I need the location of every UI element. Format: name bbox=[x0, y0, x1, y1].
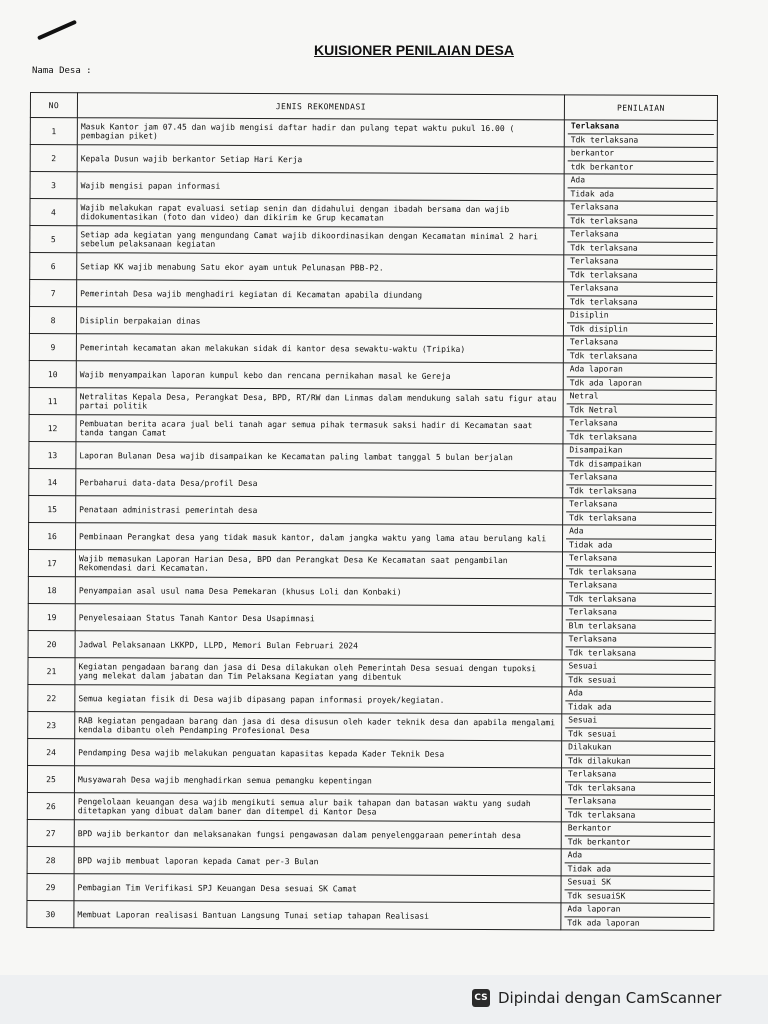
penilaian-option: Tdk berkantor bbox=[565, 835, 711, 849]
page-title bbox=[0, 42, 768, 58]
row-rekomendasi: Penyelesaiaan Status Tanah Kantor Desa Usapimnasi bbox=[75, 604, 562, 633]
row-number: 14 bbox=[29, 468, 76, 495]
table-header-row bbox=[30, 93, 717, 121]
penilaian-option: tdk berkantor bbox=[568, 160, 714, 174]
penilaian-option: Terlaksana bbox=[568, 553, 618, 563]
penilaian-option: Terlaksana bbox=[570, 202, 619, 212]
penilaian-option: Ada bbox=[569, 526, 584, 536]
row-rekomendasi: Setiap KK wajib menabung Satu ekor ayam untuk Pelunasan PBB-P2. bbox=[77, 253, 564, 282]
row-penilaian bbox=[564, 120, 717, 148]
row-rekomendasi: Disiplin berpakaian dinas bbox=[76, 307, 563, 336]
row-number: 16 bbox=[29, 522, 76, 549]
row-rekomendasi: Kepala Dusun wajib berkantor Setiap Hari Kerja bbox=[77, 145, 564, 174]
table-row bbox=[30, 280, 717, 310]
penilaian-option: Ada bbox=[568, 688, 583, 698]
table-row bbox=[30, 199, 717, 229]
row-rekomendasi: Pembagian Tim Verifikasi SPJ Keuangan Desa sesuai SK Camat bbox=[74, 874, 561, 903]
row-number: 10 bbox=[29, 360, 76, 387]
penilaian-option: Berkantor bbox=[567, 823, 612, 833]
row-rekomendasi: Penyampaian asal usul nama Desa Pemekaran (khusus Loli dan Konbaki) bbox=[75, 577, 562, 606]
table-row bbox=[29, 307, 716, 337]
table-row bbox=[29, 360, 716, 390]
penilaian-option: berkantor bbox=[570, 148, 615, 158]
table-row bbox=[28, 738, 715, 768]
camscanner-text: Dipindai dengan CamScanner bbox=[498, 989, 722, 1007]
table-row bbox=[30, 145, 717, 175]
row-penilaian bbox=[563, 417, 716, 445]
row-number: 8 bbox=[29, 307, 76, 334]
row-rekomendasi: Wajib menyampaikan laporan kumpul kebo dan rencana pernikahan masal ke Gereja bbox=[76, 361, 563, 390]
row-penilaian bbox=[561, 849, 714, 877]
row-penilaian bbox=[561, 876, 714, 904]
table-row bbox=[27, 900, 714, 930]
row-number: 26 bbox=[27, 792, 74, 819]
row-penilaian bbox=[561, 822, 714, 850]
penilaian-option: Ada bbox=[567, 850, 583, 860]
table-row bbox=[28, 576, 715, 606]
row-rekomendasi: Pendamping Desa wajib melakukan penguatan kapasitas kepada Kader Teknik Desa bbox=[75, 739, 562, 768]
table-row bbox=[27, 846, 714, 876]
row-rekomendasi: BPD wajib berkantor dan melaksanakan fungsi pengawasan dalam penyelenggaraan pemerintah desa bbox=[74, 820, 561, 849]
row-penilaian bbox=[562, 633, 715, 661]
table-row bbox=[27, 765, 714, 795]
penilaian-option: Ada bbox=[570, 175, 586, 185]
row-number: 2 bbox=[30, 145, 77, 172]
penilaian-option: Tdk terlaksana bbox=[566, 565, 712, 579]
penilaian-option: Terlaksana bbox=[568, 769, 617, 779]
penilaian-option: Terlaksana bbox=[569, 472, 618, 482]
row-number: 27 bbox=[27, 819, 74, 846]
row-penilaian bbox=[564, 255, 717, 283]
row-penilaian bbox=[562, 606, 715, 634]
penilaian-option: Dilakukan bbox=[568, 742, 612, 752]
row-number: 25 bbox=[27, 765, 74, 792]
row-rekomendasi: Perbaharui data-data Desa/profil Desa bbox=[76, 469, 563, 498]
penilaian-option: Disampaikan bbox=[569, 445, 623, 455]
penilaian-option: Tdk disiplin bbox=[567, 322, 713, 336]
row-number: 19 bbox=[28, 603, 75, 630]
row-rekomendasi: Pembuatan berita acara jual beli tanah agar semua pihak termasuk saksi hadir di Kecamatan saat tanda tangan Camat bbox=[76, 415, 563, 444]
penilaian-option: Terlaksana bbox=[570, 256, 619, 266]
nama-desa-label bbox=[32, 66, 92, 76]
penilaian-option: Tdk terlaksana bbox=[568, 133, 714, 147]
penilaian-option: Tdk terlaksana bbox=[567, 241, 713, 255]
table-row bbox=[28, 684, 715, 714]
table-row bbox=[27, 792, 714, 822]
table-row bbox=[29, 495, 716, 525]
penilaian-option: Tdk terlaksana bbox=[565, 781, 711, 795]
header-jenis-rekomendasi: JENIS REKOMENDASI bbox=[77, 93, 564, 120]
table-row bbox=[29, 441, 716, 471]
camscanner-watermark bbox=[472, 982, 762, 1014]
row-number: 9 bbox=[29, 333, 76, 360]
penilaian-option: Terlaksana bbox=[568, 580, 618, 590]
penilaian-option: Tdk sesuai bbox=[565, 727, 711, 741]
row-number: 20 bbox=[28, 630, 75, 657]
table-row bbox=[29, 414, 716, 444]
row-rekomendasi: Musyawarah Desa wajib menghadirkan semua pemangku kepentingan bbox=[74, 766, 561, 795]
table-row bbox=[28, 630, 715, 660]
pen-mark bbox=[37, 20, 77, 41]
row-number: 13 bbox=[29, 441, 76, 468]
row-rekomendasi: BPD wajib membuat laporan kepada Camat per-3 Bulan bbox=[74, 847, 561, 876]
penilaian-option: Tdk Netral bbox=[567, 403, 713, 417]
row-penilaian bbox=[562, 579, 715, 607]
row-rekomendasi: Membuat Laporan realisasi Bantuan Langsung Tunai setiap tahapan Realisasi bbox=[74, 901, 561, 930]
row-penilaian bbox=[564, 282, 717, 310]
nama-desa-text: Nama Desa : bbox=[32, 66, 92, 76]
table-row bbox=[28, 657, 715, 687]
penilaian-option: Tdk terlaksana bbox=[566, 484, 712, 498]
row-penilaian bbox=[563, 444, 716, 472]
table-row bbox=[30, 172, 717, 202]
row-number: 24 bbox=[28, 738, 75, 765]
row-number: 28 bbox=[27, 846, 74, 873]
row-number: 22 bbox=[28, 684, 75, 711]
penilaian-option: Terlaksana bbox=[568, 607, 617, 617]
row-number: 7 bbox=[30, 280, 77, 307]
table-body bbox=[27, 118, 718, 931]
penilaian-option: Tdk sesuai bbox=[565, 673, 711, 687]
row-penilaian bbox=[563, 390, 716, 418]
penilaian-option: Blm terlaksana bbox=[566, 619, 712, 633]
penilaian-option: Tdk terlaksana bbox=[567, 214, 713, 228]
row-penilaian bbox=[561, 795, 714, 823]
penilaian-option: Tdk terlaksana bbox=[566, 430, 712, 444]
row-rekomendasi: RAB kegiatan pengadaan barang dan jasa di desa disusun oleh kader teknik desa dan apabila mengalami kendala dibantu oleh Pendamping Profesional Desa bbox=[75, 712, 562, 741]
table-row bbox=[29, 333, 716, 363]
penilaian-option: Tdk terlaksana bbox=[567, 268, 713, 282]
penilaian-option: Terlaksana bbox=[569, 499, 618, 509]
questionnaire-table bbox=[26, 92, 718, 931]
row-penilaian bbox=[562, 714, 715, 742]
row-rekomendasi: Wajib melakukan rapat evaluasi setiap senin dan didahului dengan ibadah bersama dan wajib didokumentasikan (foto dan video) dan dikirim ke Grup kecamatan bbox=[77, 199, 564, 228]
row-number: 30 bbox=[27, 900, 74, 927]
row-rekomendasi: Netralitas Kepala Desa, Perangkat Desa, BPD, RT/RW dan Linmas dalam mendukung salah satu figur atau partai politik bbox=[76, 388, 563, 417]
penilaian-option: Terlaksana bbox=[570, 229, 619, 239]
row-number: 4 bbox=[30, 199, 77, 226]
penilaian-option: Terlaksana bbox=[570, 121, 620, 131]
table-row bbox=[28, 603, 715, 633]
row-rekomendasi: Pembinaan Perangkat desa yang tidak masuk kantor, dalam jangka waktu yang lama atau berulang kali bbox=[76, 523, 563, 552]
penilaian-option: Sesuai SK bbox=[567, 877, 611, 887]
penilaian-option: Sesuai bbox=[568, 715, 598, 725]
penilaian-option: Netral bbox=[569, 391, 599, 401]
row-rekomendasi: Wajib mengisi papan informasi bbox=[77, 172, 564, 201]
penilaian-option: Terlaksana bbox=[569, 337, 619, 347]
row-penilaian bbox=[561, 903, 714, 931]
page-title-text: KUISIONER PENILAIAN DESA bbox=[314, 42, 514, 58]
penilaian-option: Tdk sesuaiSK bbox=[564, 889, 710, 903]
table-row bbox=[30, 253, 717, 283]
row-rekomendasi: Masuk Kantor jam 07.45 dan wajib mengisi daftar hadir dan pulang tepat waktu pukul 16.00 ( pembagian piket) bbox=[77, 118, 564, 147]
row-number: 23 bbox=[28, 711, 75, 738]
penilaian-option: Terlaksana bbox=[569, 418, 618, 428]
row-rekomendasi: Laporan Bulanan Desa wajib disampaikan ke Kecamatan paling lambat tanggal 5 bulan berjalan bbox=[76, 442, 563, 471]
row-number: 12 bbox=[29, 414, 76, 441]
penilaian-option: Tdk terlaksana bbox=[567, 295, 713, 309]
penilaian-option: Ada laporan bbox=[569, 364, 623, 374]
row-rekomendasi: Wajib memasukan Laporan Harian Desa, BPD dan Perangkat Desa Ke Kecamatan saat pengambilan Rekomendasi dari Kecamatan. bbox=[75, 550, 562, 579]
row-penilaian bbox=[562, 741, 715, 769]
row-penilaian bbox=[562, 660, 715, 688]
row-number: 15 bbox=[29, 495, 76, 522]
row-rekomendasi: Semua kegiatan fisik di Desa wajib dipasang papan informasi proyek/kegiatan. bbox=[75, 685, 562, 714]
camscanner-icon: CS bbox=[472, 989, 490, 1007]
penilaian-option: Tdk terlaksana bbox=[565, 808, 711, 822]
penilaian-option: Terlaksana bbox=[570, 283, 619, 293]
penilaian-option: Tdk terlaksana bbox=[566, 592, 712, 606]
table-row bbox=[30, 118, 717, 148]
penilaian-option: Tdk ada laporan bbox=[567, 376, 713, 390]
row-rekomendasi: Penataan administrasi pemerintah desa bbox=[76, 496, 563, 525]
row-number: 18 bbox=[28, 576, 75, 603]
row-number: 3 bbox=[30, 172, 77, 199]
penilaian-option: Tidak ada bbox=[566, 538, 712, 552]
row-penilaian bbox=[563, 498, 716, 526]
row-penilaian bbox=[563, 471, 716, 499]
row-penilaian bbox=[561, 768, 714, 796]
row-rekomendasi: Jadwal Pelaksanaan LKKPD, LLPD, Memori Bulan Februari 2024 bbox=[75, 631, 562, 660]
penilaian-option: Tdk dilakukan bbox=[565, 754, 711, 768]
penilaian-option: Disiplin bbox=[570, 310, 609, 320]
row-penilaian bbox=[564, 174, 717, 202]
table-row bbox=[29, 468, 716, 498]
table-row bbox=[27, 819, 714, 849]
row-rekomendasi: Pemerintah kecamatan akan melakukan sidak di kantor desa sewaktu-waktu (Tripika) bbox=[76, 334, 563, 363]
row-rekomendasi: Pengelolaan keuangan desa wajib mengikuti semua alur baik tahapan dan batasan waktu yang sudah ditetapkan yang dibuat dalam baner dan ditempel di Kantor Desa bbox=[74, 793, 561, 822]
row-number: 29 bbox=[27, 873, 74, 900]
penilaian-option: Terlaksana bbox=[568, 634, 617, 644]
row-penilaian bbox=[563, 309, 716, 337]
table-row bbox=[30, 226, 717, 256]
penilaian-option: Tidak ada bbox=[565, 700, 711, 714]
penilaian-option: Terlaksana bbox=[567, 796, 617, 806]
row-penilaian bbox=[564, 147, 717, 175]
row-number: 21 bbox=[28, 657, 75, 684]
penilaian-option: Tidak ada bbox=[565, 862, 711, 876]
header-penilaian: PENILAIAN bbox=[564, 95, 717, 121]
row-rekomendasi: Pemerintah Desa wajib menghadiri kegiatan di Kecamatan apabila diundang bbox=[77, 280, 564, 309]
penilaian-option: Tdk terlaksana bbox=[566, 646, 712, 660]
row-number: 6 bbox=[30, 253, 77, 280]
table-row bbox=[28, 711, 715, 741]
row-rekomendasi: Setiap ada kegiatan yang mengundang Camat wajib dikoordinasikan dengan Kecamatan minimal 2 hari sebelum pelaksanaan kegiatan bbox=[77, 226, 564, 255]
row-penilaian bbox=[562, 525, 715, 553]
penilaian-option: Ada laporan bbox=[567, 904, 621, 914]
row-penilaian bbox=[563, 336, 716, 364]
row-rekomendasi: Kegiatan pengadaan barang dan jasa di Desa dilakukan oleh Pemerintah Desa sesuai dengan tupoksi yang melekat dalam jabatan dan Tim Pelaksana Kegiatan yang dibentuk bbox=[75, 658, 562, 687]
penilaian-option: Tidak ada bbox=[568, 187, 714, 201]
row-penilaian bbox=[562, 552, 715, 580]
row-number: 11 bbox=[29, 387, 76, 414]
row-number: 17 bbox=[28, 549, 75, 576]
header-no: NO bbox=[30, 93, 77, 118]
row-number: 1 bbox=[30, 118, 77, 145]
row-penilaian bbox=[564, 201, 717, 229]
penilaian-option: Tdk terlaksana bbox=[566, 511, 712, 525]
penilaian-option: Tdk terlaksana bbox=[567, 349, 713, 363]
row-penilaian bbox=[562, 687, 715, 715]
penilaian-option: Tdk ada laporan bbox=[564, 916, 710, 930]
table-row bbox=[29, 522, 716, 552]
row-number: 5 bbox=[30, 226, 77, 253]
table-row bbox=[28, 549, 715, 579]
table-row bbox=[27, 873, 714, 903]
penilaian-option: Tdk disampaikan bbox=[566, 457, 712, 471]
row-penilaian bbox=[564, 228, 717, 256]
penilaian-option: Sesuai bbox=[568, 661, 598, 671]
table-row bbox=[29, 387, 716, 417]
row-penilaian bbox=[563, 363, 716, 391]
